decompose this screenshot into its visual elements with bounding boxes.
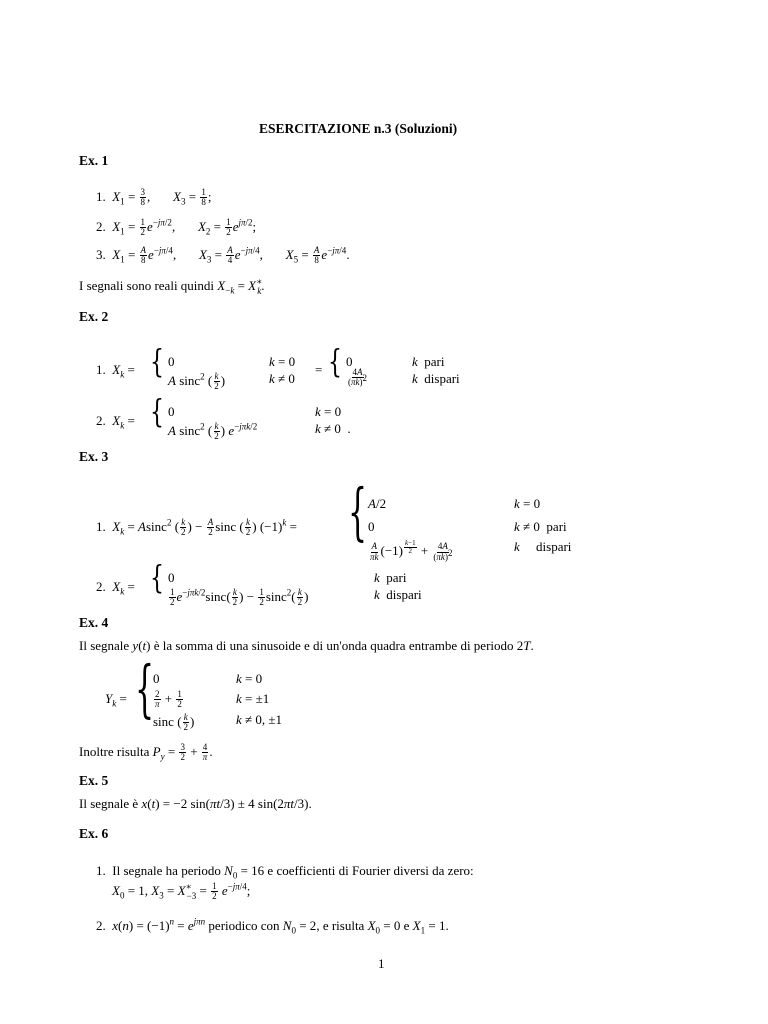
page-title: ESERCITAZIONE n.3 (Soluzioni)	[259, 121, 458, 136]
left-brace: {	[328, 345, 342, 382]
left-brace: {	[150, 395, 164, 432]
ex5-text: Il segnale è x(t) = −2 sin(πt/3) ± 4 sin(2πt/3).	[79, 796, 312, 811]
ex4-result: Inoltre risulta $P_y$ = $\frac{3}{2}$ + $\frac{4}{\pi}$ .	[79, 742, 213, 763]
ex1-item-3: 3. $X_1$ = $\frac{A}{8}$ $e^{-j\pi/4}$, $X_3$ = $\frac{A}{4}$ $e^{-j\pi/4}$, $X_5$ = $\frac{A}{8}$ $e^{-j\pi/4}$.	[96, 245, 350, 266]
ex2-item-1-lhs: 1. $X_k$ =	[96, 362, 135, 380]
ex2-heading: Ex. 2	[79, 309, 109, 324]
ex4-text: Il segnale y(t) è la somma di una sinusoide e di un'onda quadra entrambe di periodo 2T.	[79, 638, 534, 653]
left-brace: {	[150, 561, 164, 598]
ex1-heading: Ex. 1	[79, 153, 109, 168]
ex4-heading: Ex. 4	[79, 615, 109, 630]
ex1-note: I segnali sono reali quindi $X_{-k} = X^∗_k$.	[79, 276, 265, 296]
ex3-item-1-lhs: 1. $X_k = Asinc^2$ ( $\frac{k}{2}$ ) − $\frac{A}{2}$ sinc ( $\frac{k}{2}$ ) $(-1)^k$ =	[96, 517, 297, 538]
ex6-item-1: 1. Il segnale ha periodo $N_0 = 16$ e coefficienti di Fourier diversi da zero:	[96, 863, 474, 881]
page-number: 1	[378, 956, 385, 971]
ex6-item-2: 2. $x(n) = (-1)^n = e^{j\pi n}$ periodico con $N_0 = 2$, e risulta $X_0 = 0$ e $X_1 = 1$.	[96, 916, 449, 936]
ex6-item-1-coeffs: $X_0 = 1$, $X_3 = X^∗_{-3}$ = $\frac{1}{2}$ $e^{-j\pi/4}$;	[112, 881, 251, 902]
left-brace: {	[348, 477, 368, 550]
ex4-yk-lhs: $Y_k$ =	[105, 691, 127, 709]
ex2-item-2-lhs: 2. $X_k$ =	[96, 413, 135, 431]
ex5-heading: Ex. 5	[79, 773, 109, 788]
ex3-item-2-lhs: 2. $X_k$ =	[96, 579, 135, 597]
document-page: ESERCITAZIONE n.3 (Soluzioni) Ex. 1 1. $X_1$ = $\frac{3}{8}$ , $X_3$ = $\frac{1}{8}$ ; 2. $X_1$ = $\frac{1}{2}$ $e^{-j\pi/2}$, $X_2$ = $\frac{1}{2}$ $e^{j\pi/2}$; 3. $X_1$ = $\frac{A}{8}$ $e^{-j\pi/4}$, $X_3$ = $\frac{A}{4}$ $e^{-j\pi/4}$, $X_5$ = $\frac{A}{8}$ $e^{-j\pi/4}$. I segnali sono reali quindi $X_{-k} = X^∗_k$. Ex. 2 1. $X_k$ = { 0 A sinc$^2$ ( $\frac{k}{2}$ ) k = 0 k ≠ 0 = { 0 $\frac{4A}{(\pi k)^2}$ k pari k dispari 2. $X_k$ = { 0 A sinc$^2$ ( $\frac{k}{2}$ ) $e^{-j\pi k/2}$ k = 0 k ≠ 0 . Ex. 3 1. $X_k = Asinc^2$ ( $\frac{k}{2}$ ) − $\frac{A}{2}$ sinc ( $\frac{k}{2}$ ) $(-1)^k$ = { A/2 0 $\frac{A}{\pi k}$ (−1) $^{\frac{k-1}{2}}$ + $\frac{4A}{(\pi k)^2}$ k = 0 k ≠ 0 pari k dispari 2. $X_k$ = { 0 $\frac{1}{2}$ $e^{-j\pi k/2}\sin c$( $\frac{k}{2}$ ) − $\frac{1}{2}$ sinc$^2$( $\frac{k}{2}$ ) k pari k dispari Ex. 4 Il segnale y(t) è la somma di una sinusoide e di un'onda quadra entrambe di periodo 2T. $Y_k$ = { 0 $\frac{2}{\pi}$ + $\frac{1}{2}$ sinc ( $\frac{k}{2}$ ) k = 0 k = ±1 k ≠ 0, ±1 Inoltre risulta $P_y$ = $\frac{3}{2}$ + $\frac{4}{\pi}$ . Ex. 5 Il segnale è x(t) = −2 sin(πt/3) ± 4 sin(2πt/3). Ex. 6 1. Il segnale ha periodo $N_0 = 16$ e coefficienti di Fourier diversi da zero: $X_0 = 1$, $X_3 = X^∗_{-3}$ = $\frac{1}{2}$ $e^{-j\pi/4}$; 2. $x(n) = (-1)^n = e^{j\pi n}$ periodico con $N_0 = 2$, e risulta $X_0 = 0$ e $X_1 = 1$. 1	[79, 121, 572, 971]
ex1-item-1: 1. $X_1$ = $\frac{3}{8}$ , $X_3$ = $\frac{1}{8}$ ;	[96, 187, 212, 208]
ex6-heading: Ex. 6	[79, 826, 109, 841]
ex1-item-2: 2. $X_1$ = $\frac{1}{2}$ $e^{-j\pi/2}$, $X_2$ = $\frac{1}{2}$ $e^{j\pi/2}$;	[96, 217, 257, 238]
left-brace: {	[135, 654, 155, 727]
ex3-heading: Ex. 3	[79, 449, 109, 464]
left-brace: {	[150, 345, 164, 382]
